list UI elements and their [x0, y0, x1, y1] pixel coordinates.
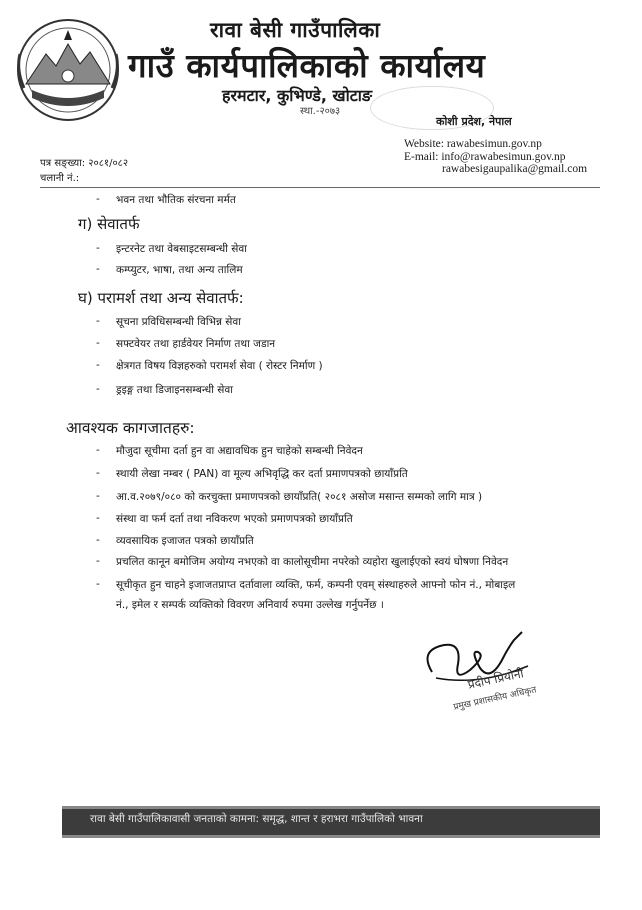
signatory-name: प्रदीप प्रियोनी — [466, 666, 525, 692]
bullet-dash: - — [96, 444, 100, 456]
nepal-emblem-icon — [12, 14, 124, 126]
established-year: स्था.-२०७३ — [300, 106, 341, 117]
list-item: संस्था वा फर्म दर्ता तथा नविकरण भएको प्रमाणपत्रको छायाँप्रति — [116, 513, 353, 525]
list-item: कम्प्युटर, भाषा, तथा अन्य तालिम — [116, 264, 243, 276]
office-address: हरमटार, कुभिण्डे, खोटाङ — [222, 86, 373, 105]
bullet-dash: - — [96, 555, 100, 567]
list-item: सफ्टवेयर तथा हार्डवेयर निर्माण तथा जडान — [116, 338, 276, 350]
list-item: मौजुदा सूचीमा दर्ता हुन वा अद्यावधिक हुन चाहेको सम्बन्धी निवेदन — [116, 445, 363, 457]
office-title: गाउँ कार्यपालिकाको कार्यालय — [128, 46, 486, 85]
contact-block — [404, 138, 587, 176]
signatory-title: प्रमुख प्रशासकीय अधिकृत — [452, 685, 538, 713]
bullet-dash: - — [96, 578, 100, 590]
list-item: व्यवसायिक इजाजत पत्रको छायाँप्रति — [116, 535, 254, 547]
bullet-dash: - — [96, 383, 100, 395]
list-item-continuation: नं., इमेल र सम्पर्क व्यक्तिको विवरण अनिवार्य रुपमा उल्लेख गर्नुपर्नेछ । — [116, 599, 384, 611]
list-item: सूचीकृत हुन चाहने इजाजतप्राप्त दर्तावाला व्यक्ति, फर्म, कम्पनी एवम् संस्थाहरुले आफ्नो फोन नं., मोबाइल — [116, 579, 516, 591]
bullet-dash: - — [96, 193, 100, 205]
list-item: स्थायी लेखा नम्बर ( PAN) वा मूल्य अभिवृद्धि कर दर्ता प्रमाणपत्रको छायाँप्रति — [116, 468, 408, 480]
email-link[interactable]: E-mail: info@rawabesimun.gov.np — [404, 150, 566, 163]
footer-slogan: रावा बेसी गाउँपालिकावासी जनताको कामना: समृद्ध, शान्त र हराभरा गाउँपालिको भावना — [90, 813, 423, 825]
bullet-dash: - — [96, 490, 100, 502]
bullet-dash: - — [96, 337, 100, 349]
list-item: आ.व.२०७९/०८० को करचुक्ता प्रमाणपत्रको छायाँप्रति( २०८१ असोज मसान्त सम्मको लागि मात्र ) — [116, 491, 483, 503]
list-item: इन्टरनेट तथा वेबसाइटसम्बन्धी सेवा — [116, 243, 247, 255]
list-item: क्षेत्रगत विषय विज्ञहरुको परामर्श सेवा ( रोस्टर निर्माण ) — [116, 360, 323, 372]
list-item: प्रचलित कानून बमोजिम अयोग्य नभएको वा कालोसूचीमा नपरेको व्यहोरा खुलाईएको स्वयं घोषणा निवेदन — [116, 556, 509, 568]
required-documents-title: आवश्यक कागजातहरु: — [66, 419, 195, 437]
email-link-secondary[interactable]: rawabesigaupalika@gmail.com — [442, 163, 588, 175]
dispatch-number: चलानी नं.: — [40, 173, 80, 184]
bullet-dash: - — [96, 315, 100, 327]
bullet-dash: - — [96, 467, 100, 479]
list-item: सूचना प्रविधिसम्बन्धी विभिन्न सेवा — [116, 316, 241, 328]
section-service-title: ग) सेवातर्फ — [78, 215, 140, 233]
list-item: भवन तथा भौतिक संरचना मर्मत — [116, 194, 236, 206]
list-item: ड्रइङ्ग तथा डिजाइनसम्बन्धी सेवा — [116, 384, 233, 396]
bullet-dash: - — [96, 359, 100, 371]
letter-number: पत्र सङ्ख्या: २०८१/०८२ — [40, 158, 129, 169]
bullet-dash: - — [96, 512, 100, 524]
bullet-dash: - — [96, 242, 100, 254]
section-consulting-title: घ) परामर्श तथा अन्य सेवातर्फ: — [78, 289, 244, 307]
province-label: कोशी प्रदेश, नेपाल — [436, 115, 512, 128]
header-divider — [40, 187, 600, 188]
municipality-name: रावा बेसी गाउँपालिका — [210, 18, 381, 42]
reference-block — [40, 156, 128, 186]
bullet-dash: - — [96, 263, 100, 275]
website-link[interactable]: Website: rawabesimun.gov.np — [404, 138, 542, 150]
bullet-dash: - — [96, 534, 100, 546]
